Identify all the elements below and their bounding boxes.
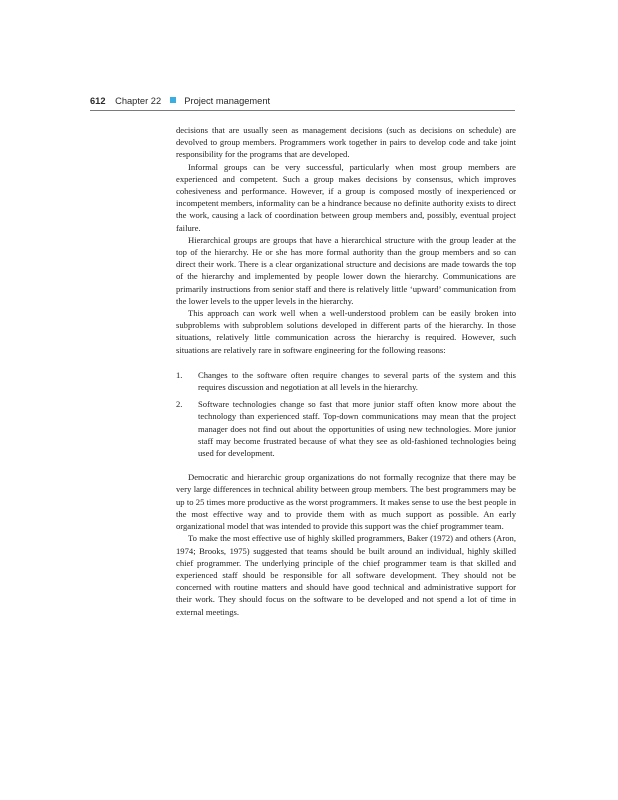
list-item-number: 1. [176,369,183,380]
header-rule [90,110,515,111]
chapter-label: Chapter 22 [115,96,162,106]
paragraph: Hierarchical groups are groups that have a hierarchical structure with the group leader at the top of the hierarchy. He or she has more formal authority than the group members and so can direct their work. There is a clear organizational structure and decisions are made towards the top of the hierarchy and implemented by people lower down the hierarchy. Communications are primarily instructions from senior staff and there is relatively little ‘upward’ communication from the lower levels to the upper levels in the hierarchy. [176,234,516,306]
paragraph: To make the most effective use of highly skilled programmers, Baker (1972) and others (Aron, 1974; Brooks, 1975) suggested that teams should be built around an individual, highly skilled chief programmer. The underlying principle of the chief programmer team is that skilled and experienced staff should be responsible for all software development. They should not be concerned with routine matters and should have good technical and administrative support for their work. They should focus on the software to be developed and not spend a lot of time in external meetings. [176,533,516,617]
list-item-text: Changes to the software often require changes to several parts of the system and this requires discussion and negotiation at all levels in the hierarchy. [198,369,516,393]
list-item-number: 2. [176,399,183,410]
list-item [176,369,516,393]
paragraph: Informal groups can be very successful, particularly when most group members are experienced and competent. Such a group makes decisions by consensus, which improves cohesiveness and performance. However, if a group is composed mostly of inexperienced or incompetent members, informality can be a hindrance because no definite authority exists to direct the work, causing a lack of coordination between group members and, possibly, eventual project failure. [176,161,516,233]
section-title: Project management [184,96,271,106]
list-item-text: Software technologies change so fast that more junior staff often know more about the technology than experienced staff. Top-down communications may mean that the project manager does not find out about the opportunities of using new technologies. More junior staff may become frustrated because of what they see as old-fashioned technologies being used for development. [198,399,516,459]
paragraph: decisions that are usually seen as management decisions (such as decisions on schedule) are devolved to group members. Programmers work together in pairs to develop code and take joint responsibility for the programs that are developed. [176,125,516,160]
running-head [90,96,515,106]
header-square-marker [170,97,176,103]
numbered-list [176,369,516,459]
list-item [176,398,516,459]
paragraph: Democratic and hierarchic group organizations do not formally recognize that there may be very large differences in technical ability between group members. The best programmers may be up to 25 times more productive as the worst programmers. It makes sense to use the best people in the most effective way and to provide them with as much support as possible. An early organizational model that was intended to provide this support was the chief programmer team. [176,472,516,532]
page-number: 612 [90,96,106,106]
body-text [176,124,516,618]
paragraph: This approach can work well when a well-understood problem can be easily broken into subproblems with subproblem solutions developed in different parts of the hierarchy. In those situations, relatively little communication across the hierarchy is required. However, such situations are relatively rare in software engineering for the following reasons: [176,308,516,355]
